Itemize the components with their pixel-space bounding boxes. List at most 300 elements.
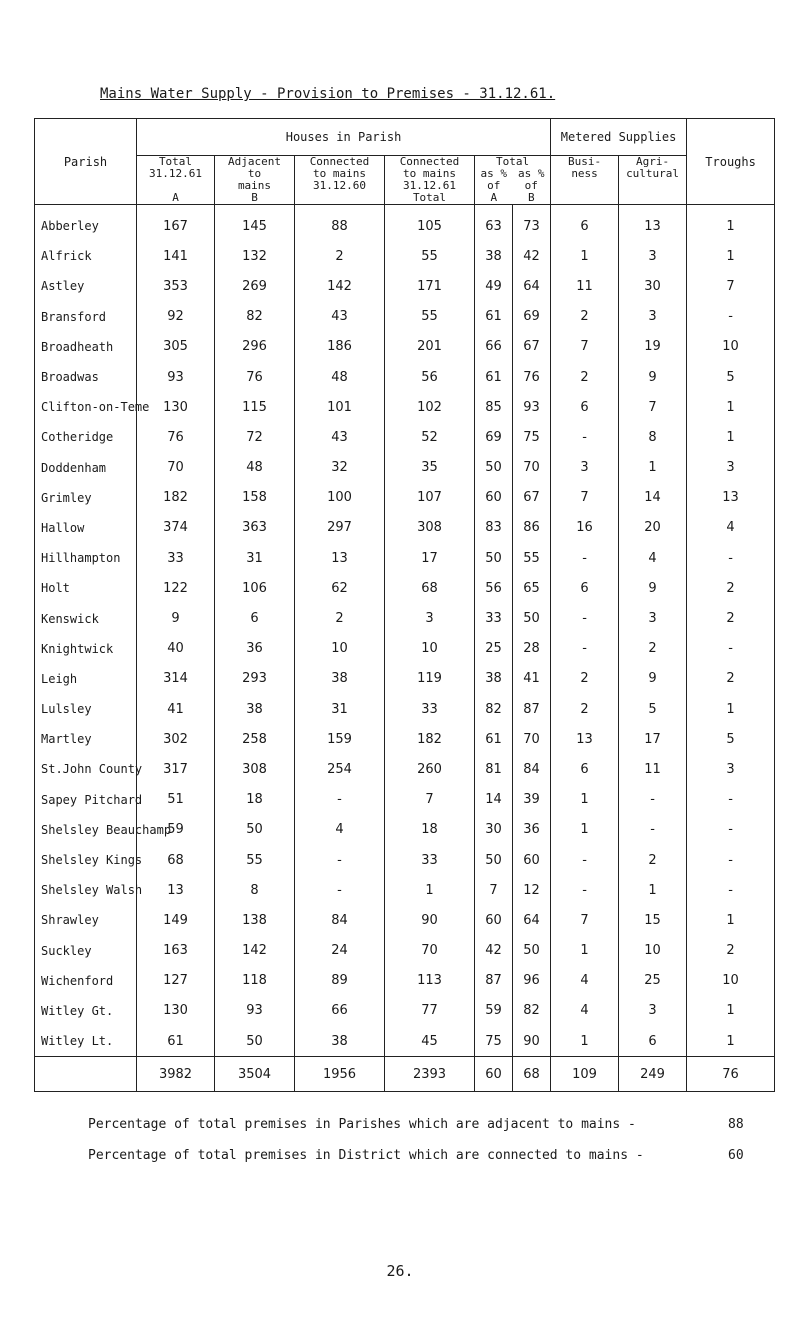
total-a-cell: 167 xyxy=(137,205,215,242)
parish-name-cell: Cotheridge xyxy=(35,422,137,452)
footer-value: 60 xyxy=(728,1148,744,1163)
total-agricultural: 249 xyxy=(619,1057,687,1092)
pct-b-cell: 42 xyxy=(513,241,551,271)
connected-1960-cell: 62 xyxy=(295,573,385,603)
business-header: Busi- ness xyxy=(551,156,619,205)
connected-1961-cell: 105 xyxy=(385,205,475,242)
connected-1961-cell: 77 xyxy=(385,996,475,1026)
pct-a-cell: 82 xyxy=(475,694,513,724)
troughs-cell: 2 xyxy=(687,936,775,966)
pct-a-cell: 7 xyxy=(475,875,513,905)
table-row xyxy=(35,271,775,301)
parish-name-cell: Grimley xyxy=(35,483,137,513)
connected-1961-cell: 7 xyxy=(385,785,475,815)
total-a-cell: 70 xyxy=(137,453,215,483)
business-cell: 6 xyxy=(551,392,619,422)
adjacent-b-cell: 38 xyxy=(215,694,295,724)
agricultural-cell: 1 xyxy=(619,875,687,905)
business-cell: 1 xyxy=(551,785,619,815)
table-row xyxy=(35,543,775,573)
business-cell: - xyxy=(551,543,619,573)
footer-value: 88 xyxy=(728,1117,744,1132)
total-business: 109 xyxy=(551,1057,619,1092)
pct-a-cell: 14 xyxy=(475,785,513,815)
connected-1960-header: Connected to mains 31.12.60 xyxy=(295,156,385,205)
parish-header: Parish xyxy=(35,119,137,205)
connected-1960-cell: 43 xyxy=(295,422,385,452)
table-row xyxy=(35,302,775,332)
table-row xyxy=(35,845,775,875)
troughs-cell: - xyxy=(687,815,775,845)
pct-b-cell: 82 xyxy=(513,996,551,1026)
total-a-cell: 9 xyxy=(137,603,215,633)
table-row xyxy=(35,634,775,664)
adjacent-b-cell: 76 xyxy=(215,362,295,392)
business-cell: 7 xyxy=(551,905,619,935)
agricultural-cell: 5 xyxy=(619,694,687,724)
parish-name-cell: Shrawley xyxy=(35,905,137,935)
parish-name-cell: Kenswick xyxy=(35,603,137,633)
pct-b-cell: 84 xyxy=(513,754,551,784)
table-row xyxy=(35,996,775,1026)
table-row xyxy=(35,936,775,966)
total-a-cell: 305 xyxy=(137,332,215,362)
footer-line-connected xyxy=(88,1148,744,1163)
pct-b-cell: 76 xyxy=(513,362,551,392)
troughs-cell: 1 xyxy=(687,422,775,452)
business-cell: 2 xyxy=(551,302,619,332)
table-row xyxy=(35,392,775,422)
connected-1961-cell: 33 xyxy=(385,845,475,875)
business-cell: - xyxy=(551,875,619,905)
total-a: 3982 xyxy=(137,1057,215,1092)
footer-line-adjacent xyxy=(88,1117,744,1132)
troughs-cell: - xyxy=(687,543,775,573)
total-a-cell: 93 xyxy=(137,362,215,392)
troughs-cell: 3 xyxy=(687,754,775,784)
adjacent-b-cell: 106 xyxy=(215,573,295,603)
connected-1961-cell: 90 xyxy=(385,905,475,935)
troughs-cell: - xyxy=(687,875,775,905)
pct-b-cell: 12 xyxy=(513,875,551,905)
total-a-cell: 130 xyxy=(137,996,215,1026)
troughs-cell: 10 xyxy=(687,966,775,996)
houses-group-header: Houses in Parish xyxy=(137,119,551,156)
connected-1961-cell: 182 xyxy=(385,724,475,754)
agricultural-cell: 9 xyxy=(619,664,687,694)
agricultural-cell: 3 xyxy=(619,302,687,332)
table-row xyxy=(35,241,775,271)
business-cell: 6 xyxy=(551,573,619,603)
parish-name-cell: Doddenham xyxy=(35,453,137,483)
parish-name-cell: Broadheath xyxy=(35,332,137,362)
agricultural-cell: 3 xyxy=(619,603,687,633)
agricultural-header: Agri- cultural xyxy=(619,156,687,205)
connected-1960-cell: 32 xyxy=(295,453,385,483)
total-a-cell: 149 xyxy=(137,905,215,935)
agricultural-cell: - xyxy=(619,785,687,815)
connected-1960-cell: 254 xyxy=(295,754,385,784)
connected-1961-cell: 55 xyxy=(385,241,475,271)
total-a-cell: 122 xyxy=(137,573,215,603)
troughs-cell: 2 xyxy=(687,573,775,603)
table-row xyxy=(35,205,775,242)
connected-1960-cell: 2 xyxy=(295,241,385,271)
connected-1960-cell: 89 xyxy=(295,966,385,996)
parish-name-cell: Witley Gt. xyxy=(35,996,137,1026)
connected-1960-cell: 101 xyxy=(295,392,385,422)
troughs-cell: 13 xyxy=(687,483,775,513)
table-row xyxy=(35,332,775,362)
total-connected-1960: 1956 xyxy=(295,1057,385,1092)
total-troughs: 76 xyxy=(687,1057,775,1092)
parish-name-cell: Hallow xyxy=(35,513,137,543)
footer-text: Percentage of total premises in District which are connected to mains - xyxy=(88,1148,644,1163)
agricultural-cell: 15 xyxy=(619,905,687,935)
business-cell: 3 xyxy=(551,453,619,483)
pct-a-cell: 30 xyxy=(475,815,513,845)
pct-b-cell: 41 xyxy=(513,664,551,694)
table-row xyxy=(35,513,775,543)
troughs-cell: 2 xyxy=(687,603,775,633)
connected-1960-cell: 38 xyxy=(295,664,385,694)
total-a-cell: 141 xyxy=(137,241,215,271)
connected-1961-cell: 102 xyxy=(385,392,475,422)
total-a-cell: 302 xyxy=(137,724,215,754)
connected-1960-cell: - xyxy=(295,785,385,815)
business-cell: 7 xyxy=(551,332,619,362)
parish-name-cell: Clifton-on-Teme xyxy=(35,392,137,422)
connected-1960-cell: 43 xyxy=(295,302,385,332)
adjacent-b-cell: 82 xyxy=(215,302,295,332)
adjacent-b-cell: 55 xyxy=(215,845,295,875)
water-supply-table xyxy=(34,118,775,1092)
business-cell: - xyxy=(551,845,619,875)
parish-name-cell: Holt xyxy=(35,573,137,603)
pct-a-cell: 49 xyxy=(475,271,513,301)
pct-a-cell: 33 xyxy=(475,603,513,633)
table-row xyxy=(35,966,775,996)
troughs-cell: 2 xyxy=(687,664,775,694)
adjacent-b-cell: 50 xyxy=(215,815,295,845)
connected-1960-cell: 88 xyxy=(295,205,385,242)
business-cell: - xyxy=(551,422,619,452)
adjacent-b-cell: 31 xyxy=(215,543,295,573)
troughs-header: Troughs xyxy=(687,119,775,205)
pct-b-cell: 73 xyxy=(513,205,551,242)
connected-1961-cell: 33 xyxy=(385,694,475,724)
pct-a-cell: 25 xyxy=(475,634,513,664)
connected-1960-cell: 13 xyxy=(295,543,385,573)
adjacent-b-cell: 138 xyxy=(215,905,295,935)
pct-b-cell: 96 xyxy=(513,966,551,996)
pct-a-cell: 38 xyxy=(475,664,513,694)
total-a-cell: 92 xyxy=(137,302,215,332)
troughs-cell: - xyxy=(687,785,775,815)
table-row xyxy=(35,785,775,815)
business-cell: 16 xyxy=(551,513,619,543)
parish-name-cell: Witley Lt. xyxy=(35,1026,137,1057)
connected-1961-cell: 113 xyxy=(385,966,475,996)
total-a-cell: 40 xyxy=(137,634,215,664)
troughs-cell: - xyxy=(687,302,775,332)
pct-a-cell: 81 xyxy=(475,754,513,784)
agricultural-cell: 30 xyxy=(619,271,687,301)
agricultural-cell: 19 xyxy=(619,332,687,362)
adjacent-b-cell: 93 xyxy=(215,996,295,1026)
connected-1961-header: Connected to mains 31.12.61 Total xyxy=(385,156,475,205)
connected-1961-cell: 55 xyxy=(385,302,475,332)
business-cell: 1 xyxy=(551,241,619,271)
connected-1960-cell: 142 xyxy=(295,271,385,301)
agricultural-cell: 6 xyxy=(619,1026,687,1057)
pct-b-cell: 60 xyxy=(513,845,551,875)
pct-a-cell: 50 xyxy=(475,543,513,573)
table-row xyxy=(35,1026,775,1057)
total-a-cell: 76 xyxy=(137,422,215,452)
pct-b-cell: 39 xyxy=(513,785,551,815)
troughs-cell: 1 xyxy=(687,205,775,242)
troughs-cell: 1 xyxy=(687,241,775,271)
business-cell: 2 xyxy=(551,664,619,694)
agricultural-cell: 2 xyxy=(619,845,687,875)
troughs-cell: - xyxy=(687,634,775,664)
pct-a-cell: 63 xyxy=(475,205,513,242)
adjacent-b-cell: 48 xyxy=(215,453,295,483)
troughs-cell: 1 xyxy=(687,905,775,935)
connected-1961-cell: 17 xyxy=(385,543,475,573)
agricultural-cell: 17 xyxy=(619,724,687,754)
connected-1961-cell: 70 xyxy=(385,936,475,966)
total-pct-a: 60 xyxy=(475,1057,513,1092)
connected-1961-cell: 45 xyxy=(385,1026,475,1057)
adjacent-b-cell: 296 xyxy=(215,332,295,362)
table-body xyxy=(35,205,775,1057)
agricultural-cell: - xyxy=(619,815,687,845)
total-a-cell: 59 xyxy=(137,815,215,845)
business-cell: - xyxy=(551,603,619,633)
agricultural-cell: 8 xyxy=(619,422,687,452)
footer-text: Percentage of total premises in Parishes which are adjacent to mains - xyxy=(88,1117,636,1132)
totals-row xyxy=(35,1057,775,1092)
business-cell: 13 xyxy=(551,724,619,754)
pct-b-cell: 55 xyxy=(513,543,551,573)
connected-1961-cell: 35 xyxy=(385,453,475,483)
business-cell: 7 xyxy=(551,483,619,513)
pct-a-cell: 69 xyxy=(475,422,513,452)
agricultural-cell: 25 xyxy=(619,966,687,996)
agricultural-cell: 3 xyxy=(619,241,687,271)
agricultural-cell: 3 xyxy=(619,996,687,1026)
adjacent-b-cell: 115 xyxy=(215,392,295,422)
pct-b-cell: 50 xyxy=(513,936,551,966)
table-row xyxy=(35,573,775,603)
parish-name-cell: Astley xyxy=(35,271,137,301)
agricultural-cell: 9 xyxy=(619,573,687,603)
business-cell: 4 xyxy=(551,966,619,996)
page-title: Mains Water Supply - Provision to Premises - 31.12.61. xyxy=(100,86,556,102)
pct-b-cell: 67 xyxy=(513,483,551,513)
table-row xyxy=(35,483,775,513)
business-cell: - xyxy=(551,634,619,664)
business-cell: 1 xyxy=(551,815,619,845)
pct-a-cell: 61 xyxy=(475,724,513,754)
table-row xyxy=(35,603,775,633)
connected-1961-cell: 171 xyxy=(385,271,475,301)
troughs-cell: - xyxy=(687,845,775,875)
parish-name-cell: St.John County xyxy=(35,754,137,784)
connected-1960-cell: 38 xyxy=(295,1026,385,1057)
connected-1961-cell: 1 xyxy=(385,875,475,905)
connected-1960-cell: 84 xyxy=(295,905,385,935)
connected-1961-cell: 18 xyxy=(385,815,475,845)
connected-1960-cell: 297 xyxy=(295,513,385,543)
connected-1960-cell: 66 xyxy=(295,996,385,1026)
agricultural-cell: 2 xyxy=(619,634,687,664)
connected-1960-cell: 10 xyxy=(295,634,385,664)
connected-1961-cell: 260 xyxy=(385,754,475,784)
pct-a-cell: 87 xyxy=(475,966,513,996)
adjacent-b-cell: 363 xyxy=(215,513,295,543)
table-row xyxy=(35,453,775,483)
connected-1960-cell: 4 xyxy=(295,815,385,845)
pct-a-cell: 56 xyxy=(475,573,513,603)
adjacent-b-cell: 50 xyxy=(215,1026,295,1057)
page-number: 26. xyxy=(386,1262,414,1280)
total-a-cell: 317 xyxy=(137,754,215,784)
pct-a-cell: 83 xyxy=(475,513,513,543)
parish-name-cell: Abberley xyxy=(35,205,137,242)
adjacent-b-cell: 118 xyxy=(215,966,295,996)
adjacent-b-cell: 6 xyxy=(215,603,295,633)
total-a-cell: 353 xyxy=(137,271,215,301)
adjacent-b-cell: 269 xyxy=(215,271,295,301)
connected-1961-cell: 119 xyxy=(385,664,475,694)
table-row xyxy=(35,664,775,694)
connected-1961-cell: 56 xyxy=(385,362,475,392)
business-cell: 4 xyxy=(551,996,619,1026)
troughs-cell: 1 xyxy=(687,392,775,422)
total-a-cell: 61 xyxy=(137,1026,215,1057)
total-a-cell: 130 xyxy=(137,392,215,422)
connected-1960-cell: 159 xyxy=(295,724,385,754)
adjacent-b-cell: 145 xyxy=(215,205,295,242)
total-a-cell: 13 xyxy=(137,875,215,905)
total-a-header: Total 31.12.61 A xyxy=(137,156,215,205)
pct-a-cell: 61 xyxy=(475,362,513,392)
pct-b-cell: 64 xyxy=(513,905,551,935)
pct-a-cell: 50 xyxy=(475,845,513,875)
adjacent-b-cell: 36 xyxy=(215,634,295,664)
agricultural-cell: 10 xyxy=(619,936,687,966)
troughs-cell: 1 xyxy=(687,694,775,724)
parish-name-cell: Martley xyxy=(35,724,137,754)
pct-b-cell: 69 xyxy=(513,302,551,332)
connected-1960-cell: 186 xyxy=(295,332,385,362)
business-cell: 1 xyxy=(551,936,619,966)
parish-name-cell: Leigh xyxy=(35,664,137,694)
business-cell: 6 xyxy=(551,205,619,242)
pct-b-cell: 86 xyxy=(513,513,551,543)
totals-label-cell xyxy=(35,1057,137,1092)
troughs-cell: 3 xyxy=(687,453,775,483)
adjacent-b-header: Adjacent to mains B xyxy=(215,156,295,205)
parish-name-cell: Shelsley Kings xyxy=(35,845,137,875)
agricultural-cell: 7 xyxy=(619,392,687,422)
connected-1960-cell: 24 xyxy=(295,936,385,966)
total-a-cell: 51 xyxy=(137,785,215,815)
connected-1961-cell: 10 xyxy=(385,634,475,664)
pct-a-cell: 75 xyxy=(475,1026,513,1057)
pct-b-cell: 36 xyxy=(513,815,551,845)
parish-name-cell: Broadwas xyxy=(35,362,137,392)
pct-b-cell: 70 xyxy=(513,453,551,483)
parish-name-cell: Bransford xyxy=(35,302,137,332)
pct-a-cell: 61 xyxy=(475,302,513,332)
pct-a-cell: 66 xyxy=(475,332,513,362)
agricultural-cell: 4 xyxy=(619,543,687,573)
table-row xyxy=(35,754,775,784)
pct-b-cell: 64 xyxy=(513,271,551,301)
troughs-cell: 5 xyxy=(687,362,775,392)
pct-b-cell: 67 xyxy=(513,332,551,362)
business-cell: 6 xyxy=(551,754,619,784)
troughs-cell: 1 xyxy=(687,996,775,1026)
pct-b-cell: 90 xyxy=(513,1026,551,1057)
pct-a-cell: 60 xyxy=(475,483,513,513)
connected-1961-cell: 107 xyxy=(385,483,475,513)
total-a-cell: 68 xyxy=(137,845,215,875)
pct-b-header: as % of B xyxy=(518,167,545,204)
adjacent-b-cell: 258 xyxy=(215,724,295,754)
troughs-cell: 5 xyxy=(687,724,775,754)
parish-name-cell: Lulsley xyxy=(35,694,137,724)
total-connected-1961: 2393 xyxy=(385,1057,475,1092)
parish-name-cell: Knightwick xyxy=(35,634,137,664)
adjacent-b-cell: 132 xyxy=(215,241,295,271)
table-row xyxy=(35,875,775,905)
table-row xyxy=(35,422,775,452)
pct-a-cell: 59 xyxy=(475,996,513,1026)
total-pct-b: 68 xyxy=(513,1057,551,1092)
business-cell: 2 xyxy=(551,362,619,392)
pct-b-cell: 87 xyxy=(513,694,551,724)
pct-a-cell: 42 xyxy=(475,936,513,966)
connected-1961-cell: 308 xyxy=(385,513,475,543)
adjacent-b-cell: 158 xyxy=(215,483,295,513)
agricultural-cell: 13 xyxy=(619,205,687,242)
troughs-cell: 7 xyxy=(687,271,775,301)
connected-1960-cell: - xyxy=(295,845,385,875)
parish-name-cell: Shelsley Beauchamp xyxy=(35,815,137,845)
pct-b-cell: 93 xyxy=(513,392,551,422)
parish-name-cell: Sapey Pitchard xyxy=(35,785,137,815)
adjacent-b-cell: 308 xyxy=(215,754,295,784)
adjacent-b-cell: 142 xyxy=(215,936,295,966)
agricultural-cell: 20 xyxy=(619,513,687,543)
pct-b-cell: 70 xyxy=(513,724,551,754)
total-a-cell: 41 xyxy=(137,694,215,724)
adjacent-b-cell: 8 xyxy=(215,875,295,905)
metered-group-header: Metered Supplies xyxy=(551,119,687,156)
parish-name-cell: Wichenford xyxy=(35,966,137,996)
connected-1960-cell: 2 xyxy=(295,603,385,633)
pct-a-cell: 85 xyxy=(475,392,513,422)
table-row xyxy=(35,905,775,935)
pct-a-header: as % of A xyxy=(480,167,508,204)
table-row xyxy=(35,362,775,392)
total-a-cell: 374 xyxy=(137,513,215,543)
